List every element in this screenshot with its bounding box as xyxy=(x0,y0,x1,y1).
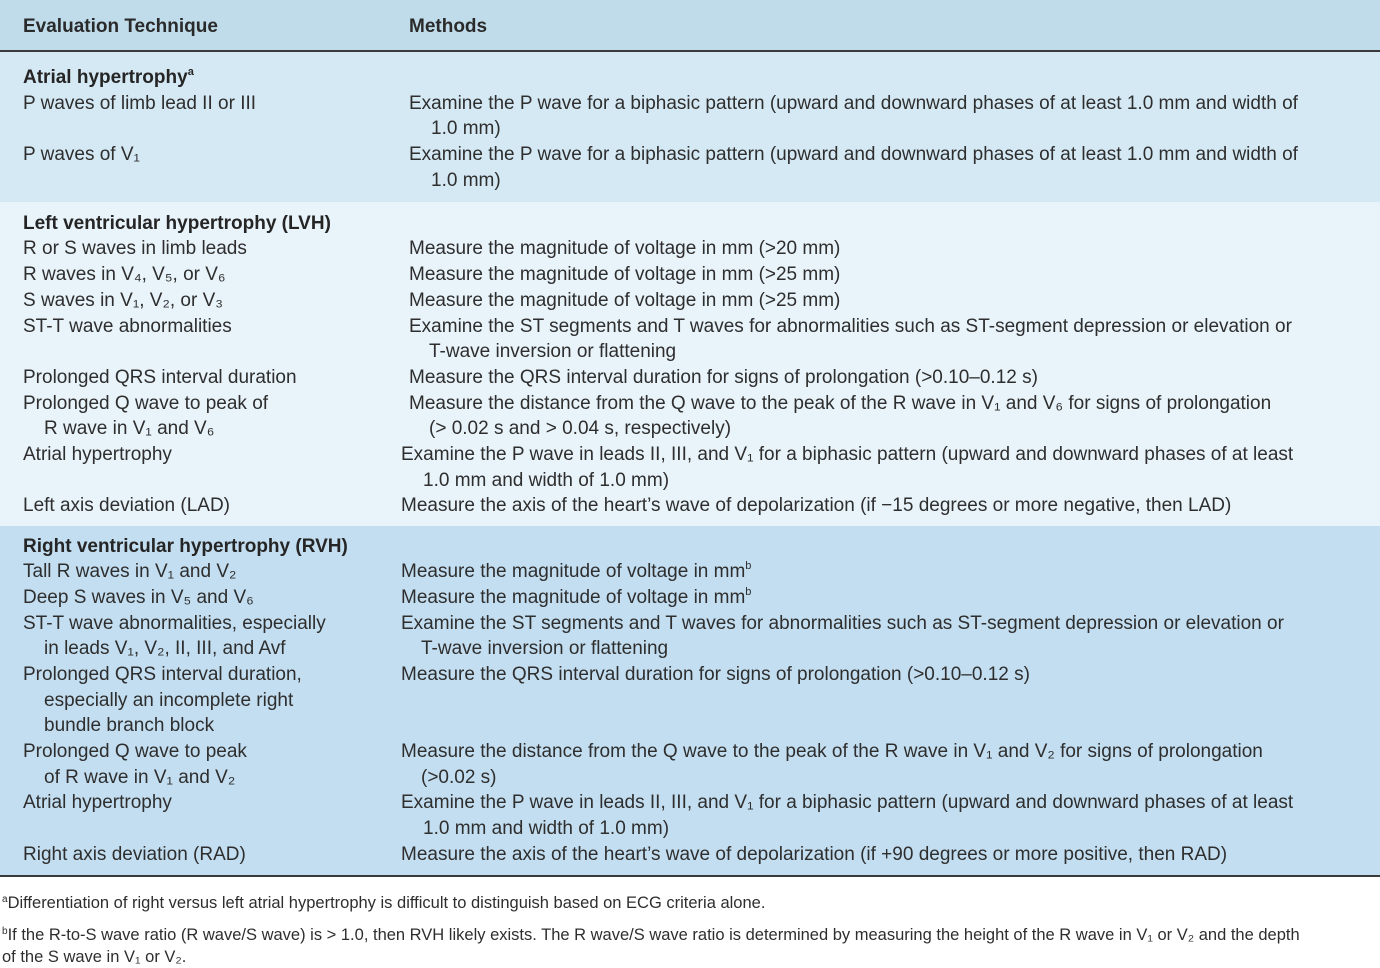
section-atrial-hypertrophy xyxy=(0,52,1380,202)
section-title xyxy=(23,67,194,91)
technique-cell: ST-T wave abnormalities xyxy=(23,316,232,337)
method-cell: Measure the distance from the Q wave to the peak of the R wave in V₁ and V₆ for signs of prolongation xyxy=(409,393,1272,414)
technique-cell: Left axis deviation (LAD) xyxy=(23,495,230,516)
method-cell: Measure the magnitude of voltage in mm (>25 mm) xyxy=(409,264,841,285)
technique-cell-cont: especially an incomplete right xyxy=(44,690,294,711)
technique-cell-cont: of R wave in V₁ and V₂ xyxy=(44,767,236,788)
section-title: Left ventricular hypertrophy (LVH) xyxy=(23,213,331,234)
technique-cell-cont: bundle branch block xyxy=(44,715,215,736)
method-text: Measure the magnitude of voltage in mm xyxy=(401,587,746,608)
technique-cell: Atrial hypertrophy xyxy=(23,444,172,465)
method-cell: Examine the ST segments and T waves for abnormalities such as ST-segment depression or elevation or xyxy=(409,316,1292,337)
section-rvh xyxy=(0,526,1380,877)
technique-cell: Atrial hypertrophy xyxy=(23,792,172,813)
technique-cell: Prolonged Q wave to peak of xyxy=(23,393,269,414)
method-cell xyxy=(401,587,751,611)
footnote-marker-a: a xyxy=(187,66,194,78)
method-cell-cont: 1.0 mm) xyxy=(431,170,501,191)
section-lvh xyxy=(0,202,1380,526)
section-title: Right ventricular hypertrophy (RVH) xyxy=(23,536,348,557)
footnote-b-text: If the R-to-S wave ratio (R wave/S wave) is > 1.0, then RVH likely exists. The R wave/S wave ratio is determined by measuring the height of the R wave in V₁ or V₂ and the depth xyxy=(7,926,1300,944)
technique-cell: P waves of limb lead II or III xyxy=(23,93,257,114)
method-cell: Examine the P wave in leads II, III, and V₁ for a biphasic pattern (upward and downward phases of at least xyxy=(401,444,1294,465)
technique-cell: Prolonged QRS interval duration xyxy=(23,367,297,388)
method-cell-cont: 1.0 mm) xyxy=(431,118,501,139)
technique-cell: Deep S waves in V₅ and V₆ xyxy=(23,587,254,608)
method-cell: Examine the P wave for a biphasic pattern (upward and downward phases of at least 1.0 mm and width of xyxy=(409,93,1298,114)
table-header xyxy=(0,0,1380,52)
method-cell-cont: 1.0 mm and width of 1.0 mm) xyxy=(423,818,670,839)
footnote-b-marker: b xyxy=(2,926,8,937)
method-text: Measure the magnitude of voltage in mm xyxy=(401,561,746,582)
technique-cell: ST-T wave abnormalities, especially xyxy=(23,613,326,634)
footnotes xyxy=(0,879,1380,968)
method-cell-cont: (> 0.02 s and > 0.04 s, respectively) xyxy=(429,418,732,439)
footnote-b-cont: of the S wave in V₁ or V₂. xyxy=(2,948,187,966)
footnote-a-text: Differentiation of right versus left atrial hypertrophy is difficult to distinguish based on ECG criteria alone. xyxy=(7,894,766,912)
method-cell-cont: T-wave inversion or flattening xyxy=(421,638,669,659)
technique-cell: R waves in V₄, V₅, or V₆ xyxy=(23,264,226,285)
method-cell: Measure the axis of the heart’s wave of depolarization (if −15 degrees or more negative, then LAD) xyxy=(401,495,1232,516)
technique-cell-cont: R wave in V₁ and V₆ xyxy=(44,418,215,439)
method-cell: Examine the P wave for a biphasic pattern (upward and downward phases of at least 1.0 mm and width of xyxy=(409,144,1298,165)
header-evaluation-technique: Evaluation Technique xyxy=(23,16,218,37)
technique-cell: Prolonged Q wave to peak xyxy=(23,741,247,762)
method-cell: Examine the P wave in leads II, III, and V₁ for a biphasic pattern (upward and downward phases of at least xyxy=(401,792,1294,813)
method-cell xyxy=(401,561,751,585)
method-cell: Measure the magnitude of voltage in mm (>20 mm) xyxy=(409,238,841,259)
technique-cell: S waves in V₁, V₂, or V₃ xyxy=(23,290,223,311)
technique-cell: R or S waves in limb leads xyxy=(23,238,247,259)
technique-cell: Right axis deviation (RAD) xyxy=(23,844,246,865)
section-title-text: Atrial hypertrophy xyxy=(23,67,188,88)
header-methods: Methods xyxy=(409,16,488,37)
method-cell: Measure the QRS interval duration for signs of prolongation (>0.10–0.12 s) xyxy=(401,664,1030,685)
method-cell: Measure the axis of the heart’s wave of depolarization (if +90 degrees or more positive, then RAD) xyxy=(401,844,1228,865)
footnote-a xyxy=(2,893,765,916)
method-cell-cont: T-wave inversion or flattening xyxy=(429,341,677,362)
technique-cell: Tall R waves in V₁ and V₂ xyxy=(23,561,237,582)
technique-cell: Prolonged QRS interval duration, xyxy=(23,664,302,685)
footnote-marker-b: b xyxy=(745,560,752,572)
footnote-a-marker: a xyxy=(2,894,8,905)
method-cell: Measure the QRS interval duration for signs of prolongation (>0.10–0.12 s) xyxy=(409,367,1038,388)
method-cell: Measure the distance from the Q wave to the peak of the R wave in V₁ and V₂ for signs of prolongation xyxy=(401,741,1263,762)
technique-cell: P waves of V₁ xyxy=(23,144,140,165)
footnote-b xyxy=(2,925,1300,948)
method-cell-cont: 1.0 mm and width of 1.0 mm) xyxy=(423,470,670,491)
technique-cell-cont: in leads V₁, V₂, II, III, and Avf xyxy=(44,638,286,659)
method-cell: Examine the ST segments and T waves for abnormalities such as ST-segment depression or elevation or xyxy=(401,613,1284,634)
method-cell: Measure the magnitude of voltage in mm (>25 mm) xyxy=(409,290,841,311)
method-cell-cont: (>0.02 s) xyxy=(421,767,497,788)
footnote-marker-b: b xyxy=(745,586,752,598)
